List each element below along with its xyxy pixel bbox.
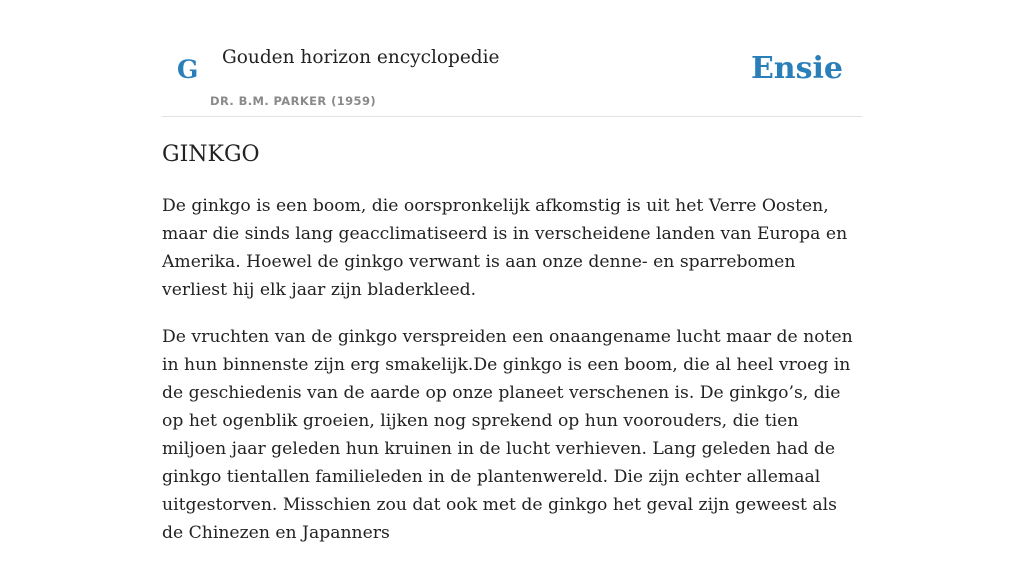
entry-content	[162, 192, 862, 566]
book-title-link[interactable]: Gouden horizon encyclopedie	[222, 47, 500, 68]
entry-paragraph: De vruchten van de ginkgo verspreiden een onaangename lucht maar de noten in hun binnenste zijn erg smakelijk.De ginkgo is een boom, die al heel vroeg in de geschiedenis van de aarde op onze planeet verschenen is. De ginkgo’s, die op het ogenblik groeien, lijken nog sprekend op hun voorouders, die tien miljoen jaar geleden hun kruinen in de lucht verhieven. Lang geleden had de ginkgo tientallen familieleden in de plantenwereld. Die zijn echter allemaal uitgestorven. Misschien zou dat ook met de ginkgo het geval zijn geweest als de Chinezen en Japanners	[162, 327, 853, 543]
book-logo-letter[interactable]: G	[177, 55, 199, 84]
entry-paragraph: De ginkgo is een boom, die oorspronkelijk afkomstig is uit het Verre Oosten, maar die sinds lang geacclimatiseerd is in verscheidene landen van Europa en Amerika. Hoewel de ginkgo verwant is aan onze denne- en sparrebomen verliest hij elk jaar zijn bladerkleed.	[162, 196, 848, 300]
book-author: DR. B.M. PARKER (1959)	[210, 94, 377, 108]
entry-title: GINKGO	[162, 142, 260, 167]
book-header	[162, 0, 862, 117]
ensie-logo-link[interactable]: Ensie	[750, 51, 843, 86]
